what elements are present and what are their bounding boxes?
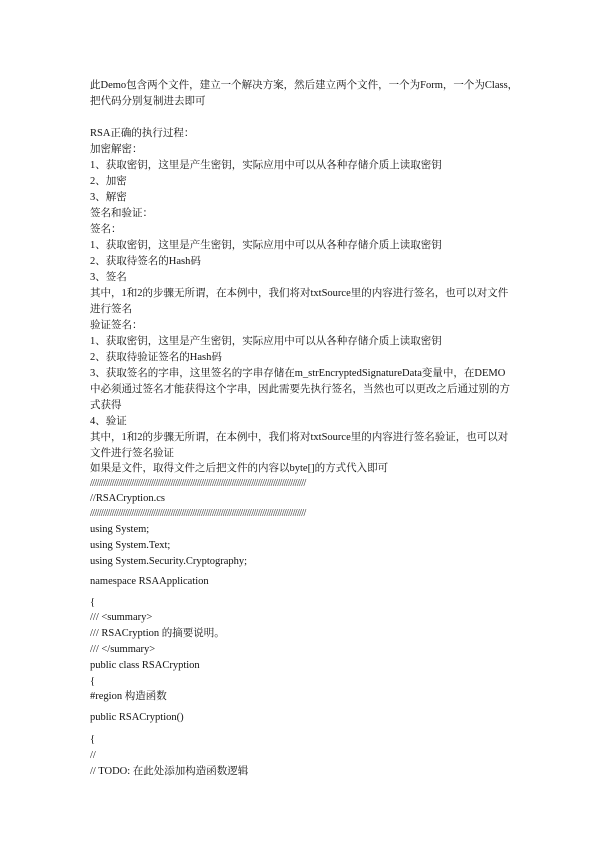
subsection-heading: 签名和验证：	[90, 208, 153, 219]
subsection-heading: 验证签名：	[90, 320, 143, 331]
section-heading: RSA正确的执行过程：	[90, 128, 195, 139]
code-line: /// <summary>	[90, 612, 153, 623]
step-line: 1、获取密钥，这里是产生密钥，实际应用中可以从各种存储介质上读取密钥	[90, 336, 442, 347]
code-separator: ///////////////////////////////////////////////////////////////////////////////////////////////////	[90, 508, 306, 519]
paragraph-line: 其中，1和2的步骤无所谓，在本例中，我们将对txtSource里的内容进行签名验证，也可以对	[90, 432, 509, 443]
intro-line: 此Demo包含两个文件，建立一个解决方案，然后建立两个文件，一个为Form，一个为Class，	[90, 80, 519, 91]
code-line: {	[90, 734, 96, 745]
code-line: using System.Text;	[90, 540, 171, 551]
subsection-heading: 签名：	[90, 224, 122, 235]
code-line: public RSACryption()	[90, 712, 184, 723]
code-line: #region 构造函数	[90, 691, 167, 702]
code-line: using System;	[90, 524, 150, 535]
step-line: 3、签名	[90, 272, 127, 283]
code-line: //RSACryption.cs	[90, 493, 165, 504]
code-line: {	[90, 676, 96, 687]
paragraph-line: 文件进行签名验证	[90, 448, 174, 459]
step-line: 3、解密	[90, 192, 127, 203]
step-line: 2、获取待签名的Hash码	[90, 256, 201, 267]
paragraph-line: 其中，1和2的步骤无所谓，在本例中，我们将对txtSource里的内容进行签名，也可以对文件	[90, 288, 509, 299]
code-line: public class RSACryption	[90, 660, 200, 671]
paragraph-line: 如果是文件，取得文件之后把文件的内容以byte[]的方式代入即可	[90, 463, 389, 474]
code-line: using System.Security.Cryptography;	[90, 556, 248, 567]
intro-line: 把代码分别复制进去即可	[90, 96, 206, 107]
step-line: 2、获取待验证签名的Hash码	[90, 352, 222, 363]
paragraph-line: 中必须通过签名才能获得这个字串，因此需要先执行签名，当然也可以更改之后通过别的方	[90, 384, 510, 395]
code-separator: ///////////////////////////////////////////////////////////////////////////////////////////////////	[90, 478, 306, 489]
step-line: 4、验证	[90, 416, 127, 427]
code-line: /// </summary>	[90, 644, 156, 655]
step-line: 1、获取密钥，这里是产生密钥，实际应用中可以从各种存储介质上读取密钥	[90, 160, 442, 171]
code-line: // TODO: 在此处添加构造函数逻辑	[90, 766, 249, 777]
paragraph-line: 式获得	[90, 400, 122, 411]
step-line: 2、加密	[90, 176, 127, 187]
code-line: namespace RSAApplication	[90, 576, 209, 587]
step-line: 3、获取签名的字串，这里签名的字串存储在m_strEncryptedSignatureData变量中，在DEMO	[90, 368, 506, 379]
paragraph-line: 进行签名	[90, 304, 132, 315]
code-line: //	[90, 750, 96, 761]
code-line: /// RSACryption 的摘要说明。	[90, 628, 225, 639]
step-line: 1、获取密钥，这里是产生密钥，实际应用中可以从各种存储介质上读取密钥	[90, 240, 442, 251]
code-line: {	[90, 597, 96, 608]
subsection-heading: 加密解密：	[90, 144, 143, 155]
